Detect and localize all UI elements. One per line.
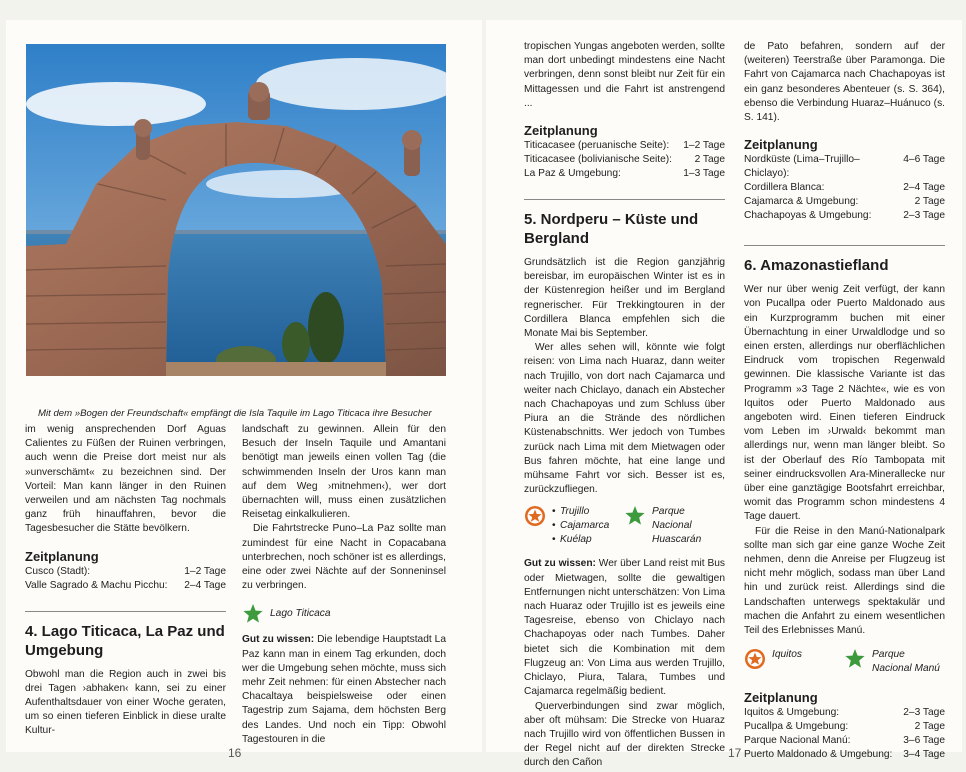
zeitplanung-table xyxy=(744,153,945,223)
table-row: Cordillera Blanca: 2–4 Tage xyxy=(744,182,945,194)
paragraph: landschaft zu gewinnen. Allein für den Besuch der Inseln Taquile und Amantani benötigt man jeweils einen vollen Tag (die schwimmenden Inseln der Uros kann man auf dem Weg ›mitnehmen‹), wer dort übernachten will, muss einen zusätzlichen Reisetag einkalkulieren. xyxy=(242,424,446,521)
highlight-label: Parque Nacional Huascarán xyxy=(652,506,702,546)
section-divider xyxy=(744,245,945,246)
right-page-column-2 xyxy=(744,40,945,762)
green-star-icon xyxy=(242,603,264,625)
paragraph: Die Fahrtstrecke Puno–La Paz sollte man zumindest für eine Nacht in Copacabana unterbrechen, noch schöner ist es allerdings, eine oder zwei Nächte auf der Sonneninsel zu verbringen. xyxy=(242,523,446,592)
table-row: Nordküste (Lima–Trujillo–Chiclayo): 4–6 Tage xyxy=(744,154,945,180)
highlight-lago-titicaca xyxy=(242,603,446,625)
paragraph: Wer nur über wenig Zeit verfügt, der kann von Pucallpa oder Puerto Maldonado aus ein Kurzprogramm buchen mit einer Übernachtung in einer Urwaldlodge und so einen ersten, allerdings nur oberflächlichen Eindruck vom tropischen Regenwald gewinnen. Die klassische Variante ist das Programm »3 Tage 2 Nächte«, wie es von Iquitos oder Puerto Maldonado aus angeboten wird. Einen tieferen Eindruck vom Leben im ›Urwald‹ bekommt man allerdings nur, wenn man länger bleibt. So ist der Oberlauf des Río Tambopata mit seiner eindrucksvollen Ara-Minerallecke nur über eine ganztägige Bootsfahrt erreichbar, womit das Programm schon mindestens 4 Tage dauert. xyxy=(744,284,945,523)
table-row: Valle Sagrado & Machu Picchu: 2–4 Tage xyxy=(25,579,226,591)
left-page xyxy=(6,20,482,760)
list-item: • Trujillo xyxy=(552,506,590,518)
paragraph: Obwohl man die Region auch in zwei bis drei Tagen ›abhaken‹ kann, sei zu einer Aufenthaltsdauer von einer Woche geraten, um so einen tieferen Einblick in diese uralte Kultur- xyxy=(25,668,226,737)
paragraph: im wenig ansprechenden Dorf Aguas Calientes zu Füßen der Ruinen verbringen, auch wenn die Preise dort meist nur als »unverschämt« zu bezeichnen sind. Der Vorteil: Man kann länger in den Ruinen verweilen und am nächsten Tag nochmals ganz früh hinauffahren, bevor die Tagesbesucher die Stätte bevölkern. xyxy=(25,424,226,535)
left-page-column-1 xyxy=(25,423,226,739)
paragraph: Grundsätzlich ist die Region ganzjährig bereisbar, im europäischen Winter ist es in der Küstenregion heißer und im Bergland regnerischer. Für Trekkingtouren in der Cordillera Blanca empfehlen sich die Monate Mai bis September. xyxy=(524,257,725,340)
right-page xyxy=(486,20,962,769)
orange-star-badge-icon xyxy=(524,505,546,527)
section-divider xyxy=(524,199,725,200)
paragraph: Für die Reise in den Manú-Nationalpark sollte man sich gar eine ganze Woche Zeit nehmen, denn die Anreise per Flugzeug ist nicht mehr möglich, sodass man über Land hin und zurück reist. Allerdings sind die Landschaften unterwegs spektakulär und machen die Anfahrt zu einem wesentlichen Teil des Erlebnisses Manú. xyxy=(744,525,945,637)
taquile-arch-photo xyxy=(26,44,446,376)
zeitplanung-table xyxy=(25,565,226,593)
table-row: Puerto Maldonado & Umgebung: 3–4 Tage xyxy=(744,749,945,761)
highlight-label: Iquitos xyxy=(772,649,803,661)
table-row: Cajamarca & Umgebung: 2 Tage xyxy=(744,196,945,208)
section-divider xyxy=(25,611,226,612)
zeitplanung-heading: Zeitplanung xyxy=(744,690,818,706)
highlight-orange-group xyxy=(524,505,624,547)
table-row: Iquitos & Umgebung: 2–3 Tage xyxy=(744,707,945,719)
left-page-column-2 xyxy=(242,423,446,747)
gut-zu-wissen-paragraph: Gut zu wissen: Die lebendige Hauptstadt La Paz kann man in einem Tag erkunden, doch wer die Umgebung sehen möchte, muss sich mehr Zeit nehmen: für einen Abstecher nach Chacaltaya beispielsweise oder einen Tagestrip zum Sajama, dem höchsten Berg des Landes. Und noch ein Tipp: Obwohl Tagestouren in die xyxy=(242,634,446,745)
paragraph: Querverbindungen sind zwar möglich, aber oft mühsam: Die Strecke von Huaraz nach Trujillo wird von öffentlichen Bussen in der Regel nicht auf der direkten Strecke durch den Cañon xyxy=(524,700,725,769)
highlight-label: Lago Titicaca xyxy=(270,608,331,620)
table-row: Titicacasee (peruanische Seite): 1–2 Tage xyxy=(524,140,725,152)
photo-caption: Mit dem »Bogen der Freundschaft« empfängt die Isla Taquile im Lago Titicaca ihre Besucher xyxy=(38,408,432,419)
green-star-icon xyxy=(624,505,646,527)
table-row: Parque Nacional Manú: 3–6 Tage xyxy=(744,735,945,747)
table-row: Pucallpa & Umgebung: 2 Tage xyxy=(744,721,945,733)
section-title: 6. Amazonastiefland xyxy=(744,257,889,275)
zeitplanung-table xyxy=(744,706,945,762)
paragraph: Wer alles sehen will, könnte wie folgt reisen: von Lima nach Huaraz, dann weiter nach Trujillo, von dort nach Cajamarca und weiter nach Chiclayo, danach ein Abstecher nach Chachapoyas und zum Schluss über Piura an die Strände des nördlichen Küstenabschnitts. Wer jedoch von Tumbes zurück nach Lima mit dem Mietwagen oder Bus fahren möchte, hat eine lange und mühsame Fahrt vor sich. Besser ist es, zurückzufliegen. xyxy=(524,342,725,496)
highlights-box xyxy=(524,505,725,547)
orange-star-badge-icon xyxy=(744,648,766,670)
list-item: • Kuélap xyxy=(552,534,592,546)
section-title: 5. Nordperu – Küste und Bergland xyxy=(524,211,699,248)
table-row: Cusco (Stadt): 1–2 Tage xyxy=(25,565,226,577)
right-page-column-1 xyxy=(524,40,725,771)
highlights-box xyxy=(744,648,945,676)
gut-zu-wissen-paragraph: Gut zu wissen: Wer über Land reist mit Bus oder Mietwagen, sollte die gewaltigen Entfernungen nicht unterschätzen: Von Lima nach Huaraz oder Trujillo ist es jeweils eine Tagesreise, ebenso von Chiclayo nach Chachapoyas oder nach Tumbes. Daher bietet sich die Kombination mit dem Flugzeug an: Von Lima aus werden Trujillo, Chiclayo, Piura, Talara, Tumbes und Cajamarca regelmäßig bedient. xyxy=(524,558,725,698)
paragraph: de Pato befahren, sondern auf der (weiteren) Teerstraße über Paramonga. Die Fahrt von Cajamarca nach Chachapoyas ist ein ganz besonderes Abenteuer (s. S. 364), ebenso die Verbindung Huaraz–Huánuco (s. S. 141). xyxy=(744,41,945,124)
section-title: 4. Lago Titicaca, La Paz und Umgebung xyxy=(25,622,225,659)
gut-zu-wissen-label: Gut zu wissen: xyxy=(524,558,596,570)
green-star-icon xyxy=(844,648,866,670)
highlight-green-group xyxy=(844,648,945,676)
table-row: Chachapoyas & Umgebung: 2–3 Tage xyxy=(744,210,945,222)
paragraph: tropischen Yungas angeboten werden, sollte man dort unbedingt mindestens eine Nacht verbringen, denn sonst bleibt nur Zeit für ein Mittagessen und die Fahrt ist anstrengend ... xyxy=(524,41,725,109)
highlight-orange-group xyxy=(744,648,844,676)
gut-zu-wissen-label: Gut zu wissen: xyxy=(242,634,315,646)
list-item: • Cajamarca xyxy=(552,520,610,532)
highlight-green-group xyxy=(624,505,725,547)
zeitplanung-table xyxy=(524,139,725,181)
zeitplanung-heading: Zeitplanung xyxy=(524,123,598,139)
highlight-list xyxy=(552,505,609,547)
table-row: La Paz & Umgebung: 1–3 Tage xyxy=(524,168,725,180)
page-number: 16 xyxy=(228,746,242,760)
zeitplanung-heading: Zeitplanung xyxy=(744,137,818,153)
highlight-label: Parque Nacional Manú xyxy=(872,649,940,675)
page-number: 17 xyxy=(728,746,742,760)
table-row: Titicacasee (bolivianische Seite): 2 Tage xyxy=(524,154,725,166)
zeitplanung-heading: Zeitplanung xyxy=(25,548,99,564)
